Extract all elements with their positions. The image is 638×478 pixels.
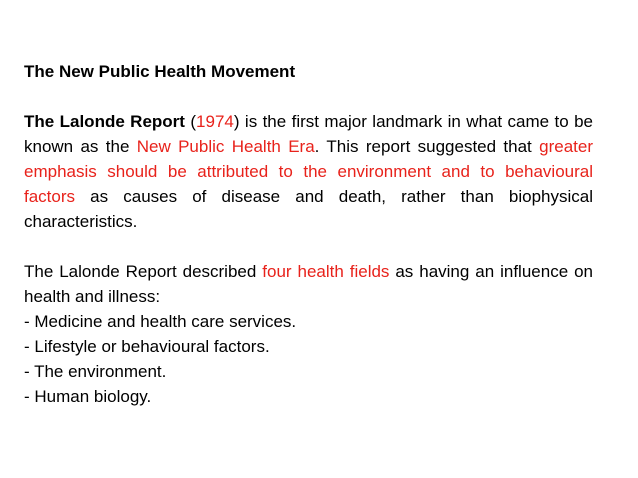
paragraph2-ending: as having an influence on health and illness: — [24, 262, 593, 306]
paragraph1-text-b: . This report suggested that — [314, 137, 540, 156]
paragraph1-text-c: as causes of disease and death, rather than biophysical characteristics. — [24, 187, 593, 231]
paragraph-health-fields — [24, 259, 593, 309]
list-item: - Human biology. — [24, 387, 152, 406]
paragraph2-intro: The Lalonde Report described — [24, 262, 263, 281]
open-paren: ( — [184, 112, 197, 131]
paragraph-lalonde-report — [24, 109, 593, 234]
spacer — [24, 84, 593, 109]
era-highlight: New Public Health Era — [136, 137, 315, 156]
emphasis-highlight: greater emphasis should be attributed to the environment and to behavioural factors — [24, 137, 593, 206]
list-item: - Medicine and health care services. — [24, 312, 297, 331]
paragraph1-text-a: ) is the first major landmark in what came to be known as the — [24, 112, 593, 156]
report-name: The Lalonde Report — [24, 112, 185, 131]
slide-content — [24, 59, 593, 409]
list-item: - Lifestyle or behavioural factors. — [24, 337, 270, 356]
spacer — [24, 234, 593, 259]
slide-title: The New Public Health Movement — [24, 62, 296, 81]
health-fields-list — [24, 309, 593, 409]
list-item: - The environment. — [24, 362, 167, 381]
health-fields-highlight: four health fields — [262, 262, 390, 281]
report-year: 1974 — [196, 112, 234, 131]
